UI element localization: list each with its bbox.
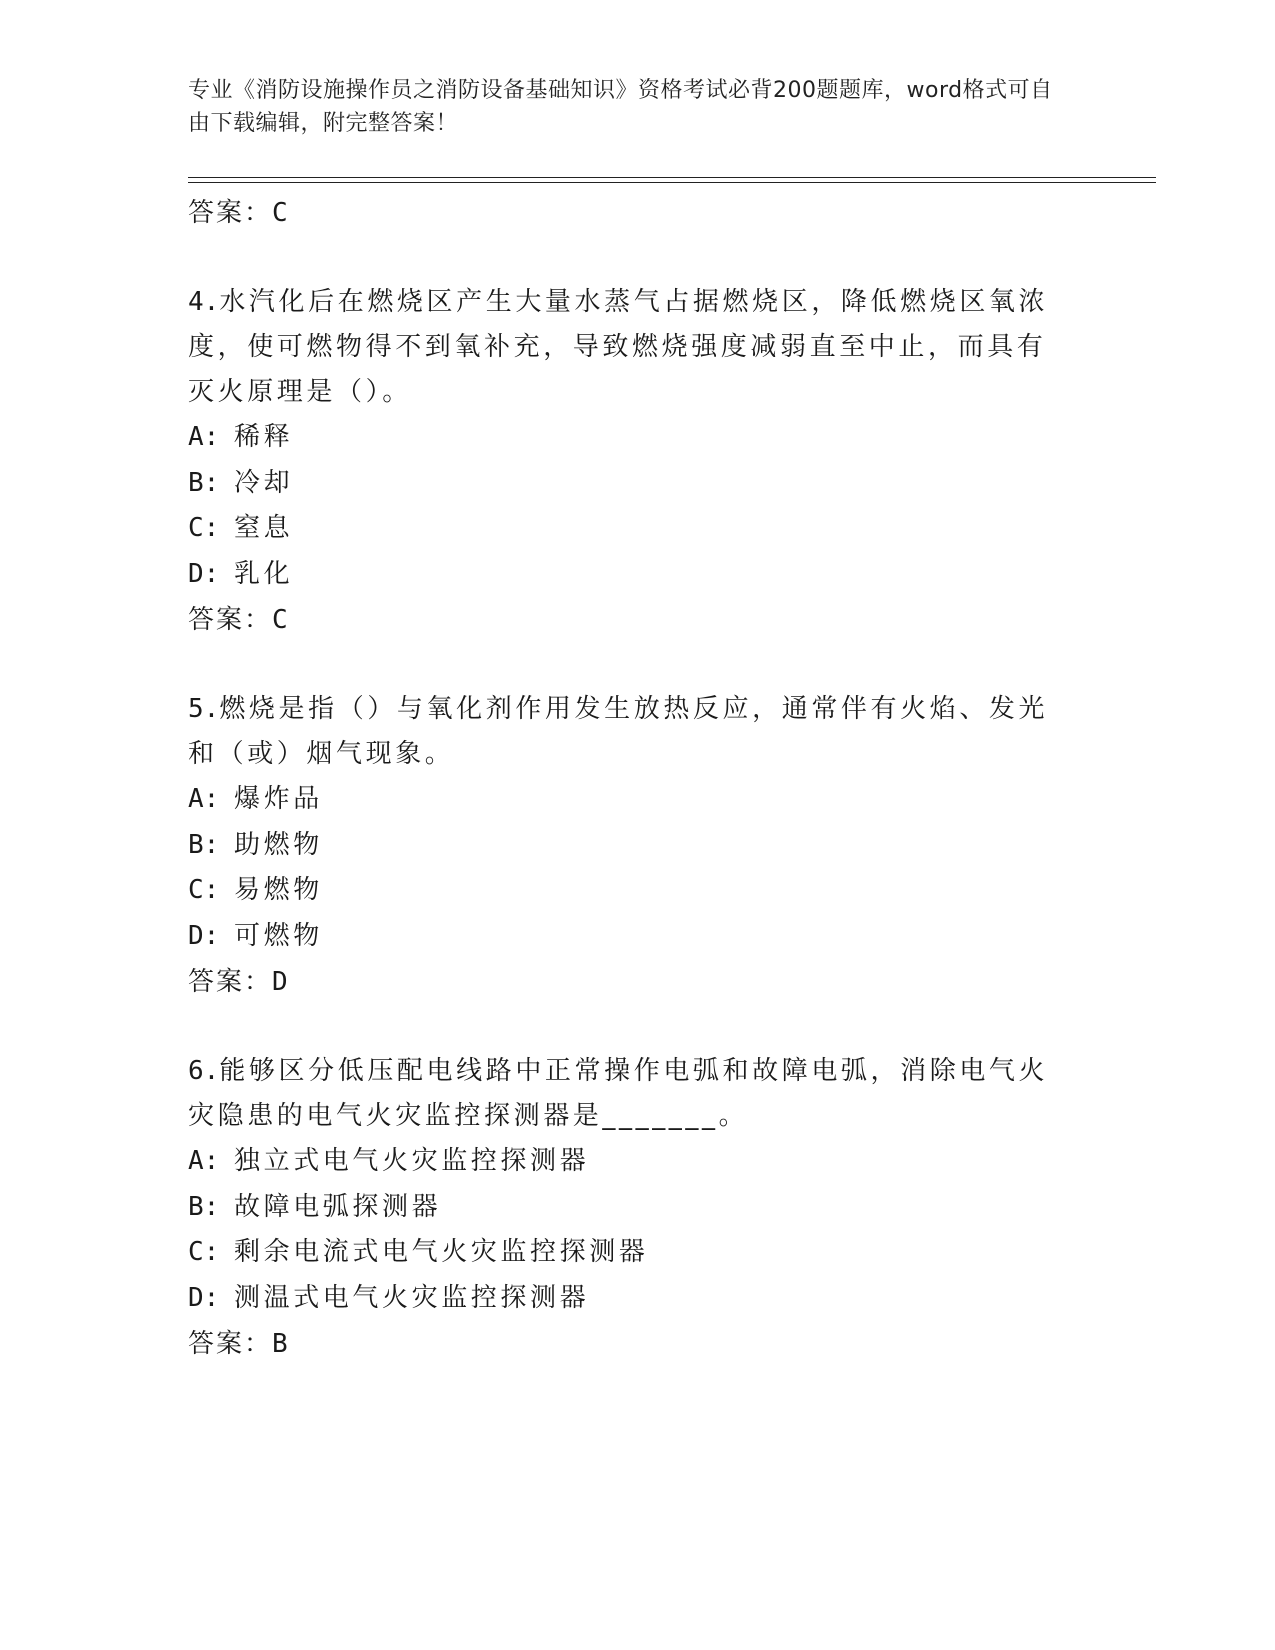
answer-label: 答案： (188, 967, 273, 997)
question-stem (188, 687, 1068, 777)
question-stem (188, 1049, 1068, 1139)
question-5 (188, 687, 1068, 1005)
answer-value: C (272, 198, 289, 228)
option-key: C: (188, 875, 220, 905)
option-key: D: (188, 920, 220, 951)
option-key: A: (188, 784, 220, 814)
question-number: 5. (188, 694, 220, 724)
option-c (188, 506, 1068, 552)
answer-label: 答案： (188, 605, 273, 635)
option-key: B: (188, 467, 220, 498)
answer-value: C (272, 605, 289, 635)
option-text: 可燃物 (234, 920, 323, 951)
document-header: 专业《消防设施操作员之消防设备基础知识》资格考试必背200题题库，word格式可自由下载编辑，附完整答案！ (188, 78, 1053, 136)
answer-line-prev (188, 190, 1068, 236)
option-text: 爆炸品 (234, 784, 323, 814)
option-text: 稀释 (234, 422, 294, 452)
answer-line (188, 959, 1068, 1005)
option-c (188, 1230, 1068, 1276)
option-b (188, 461, 1068, 507)
option-key: A: (188, 422, 220, 452)
option-a (188, 1139, 1068, 1185)
option-d (188, 1276, 1068, 1322)
option-text: 助燃物 (234, 829, 323, 860)
option-a (188, 415, 1068, 461)
option-key: A: (188, 1146, 220, 1176)
option-text: 冷却 (234, 467, 294, 498)
answer-value: D (272, 967, 289, 997)
option-key: D: (188, 558, 220, 589)
option-text: 易燃物 (234, 875, 323, 905)
answer-label: 答案： (188, 1329, 273, 1359)
option-key: C: (188, 1237, 220, 1267)
option-b (188, 1185, 1068, 1231)
option-text: 独立式电气火灾监控探测器 (234, 1146, 590, 1176)
option-d (188, 914, 1068, 960)
option-key: B: (188, 1191, 220, 1222)
option-text: 故障电弧探测器 (234, 1191, 442, 1222)
question-text: 水汽化后在燃烧区产生大量水蒸气占据燃烧区，降低燃烧区氧浓度，使可燃物得不到氧补充，导致燃烧强度减弱直至中止，而具有灭火原理是（）。 (188, 287, 1049, 407)
option-a (188, 777, 1068, 823)
answer-value: B (272, 1329, 289, 1359)
option-key: C: (188, 513, 220, 543)
option-c (188, 868, 1068, 914)
answer-line (188, 597, 1068, 643)
question-number: 4. (188, 287, 220, 317)
answer-line (188, 1321, 1068, 1367)
question-number: 6. (188, 1056, 220, 1086)
option-key: B: (188, 829, 220, 860)
question-stem (188, 280, 1068, 415)
header-rule-bottom (188, 182, 1156, 183)
question-4 (188, 280, 1068, 643)
option-b (188, 823, 1068, 869)
option-text: 乳化 (234, 558, 294, 589)
option-d (188, 552, 1068, 598)
question-6 (188, 1049, 1068, 1367)
option-text: 窒息 (234, 513, 294, 543)
question-text: 燃烧是指（）与氧化剂作用发生放热反应，通常伴有火焰、发光和（或）烟气现象。 (188, 694, 1049, 769)
header-rule-top (188, 177, 1156, 178)
option-key: D: (188, 1282, 220, 1313)
question-list (188, 190, 1068, 1367)
question-text: 能够区分低压配电线路中正常操作电弧和故障电弧，消除电气火灾隐患的电气火灾监控探测器是_______。 (188, 1056, 1049, 1131)
option-text: 剩余电流式电气火灾监控探测器 (234, 1237, 649, 1267)
answer-label: 答案： (188, 198, 273, 228)
option-text: 测温式电气火灾监控探测器 (234, 1282, 590, 1313)
